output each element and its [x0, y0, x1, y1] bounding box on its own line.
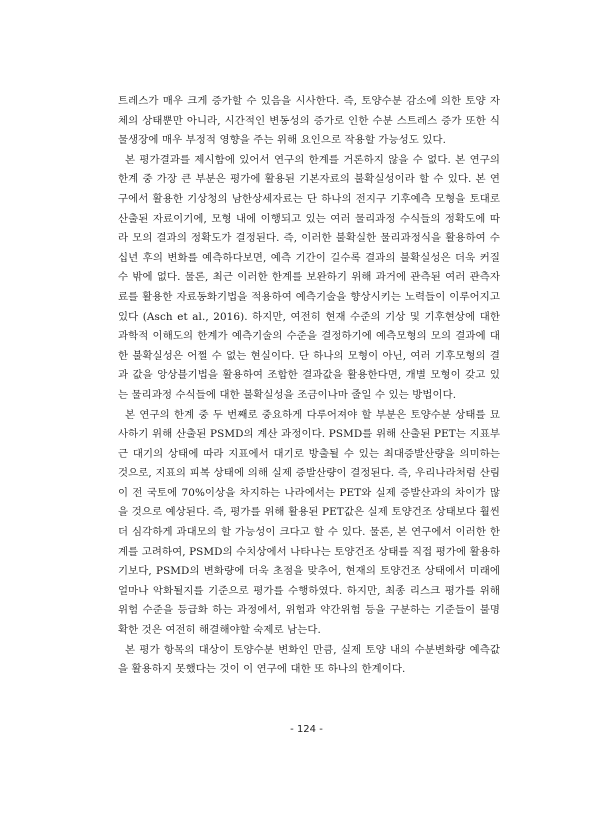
paragraph-psmd-limitation: 본 연구의 한계 중 두 번째로 중요하게 다루어져야 할 부분은 토양수분 상태를 묘사하기 위해 산출된 PSMD의 계산 과정이다. PSMD를 위해 산출된 PET는 지표부근 대기의 상태에 따라 지표에서 대기로 방출될 수 있는 최대증발산량을 의미하는 것으로, 지표의 피복 상태에 의해 실제 증발산량이 결정된다. 즉, 우리나라처럼 산림이 전 국토에 70%이상을 차지하는 나라에서는 PET와 실제 증발산과의 차이가 많을 것으로 예상된다. 즉, 평가를 위해 활용된 PET값은 실제 토양건조 상태보다 훨씬 더 심각하게 과대모의 할 가능성이 크다고 할 수 있다. 물론, 본 연구에서 이러한 한계를 고려하여, PSMD의 수치상에서 나타나는 토양건조 상태를 직접 평가에 활용하기보다, PSMD의 변화량에 더욱 초점을 맞추어, 현재의 토양건조 상태에서 미래에 얼마나 악화될지를 기준으로 평가를 수행하였다. 하지만, 최종 리스크 평가를 위해 위험 수준을 등급화 하는 과정에서, 위험과 약간위험 등을 구분하는 기준들이 불명확한 것은 여전히 해결해야할 숙제로 남는다. [118, 408, 500, 637]
page-number: - 124 - [290, 724, 323, 735]
paragraph-research-limitations: 본 평가결과를 제시함에 있어서 연구의 한계를 거론하지 않을 수 없다. 본 연구의 한계 중 가장 큰 부분은 평가에 활용된 기본자료의 불확실성이라 할 수 있다. 본 연구에서 활용한 기상청의 남한상세자료는 단 하나의 전지구 기후예측 모형을 토대로 산출된 자료이기에, 모형 내에 이행되고 있는 여러 물리과정 수식들의 정확도에 따라 모의 결과의 정확도가 결정된다. 즉, 이러한 불확실한 물리과정식을 활용하여 수십년 후의 변화를 예측하다보면, 예측 기간이 길수록 결과의 불확실성은 더욱 커질 수 밖에 없다. 물론, 최근 이러한 한계를 보완하기 위해 과거에 관측된 여러 관측자료를 활용한 자료동화기법을 적용하여 예측기술을 향상시키는 노력들이 이루어지고 있다 (Asch et al., 2016). 하지만, 여전히 현재 수준의 기상 및 기후현상에 대한 과학적 이해도의 한계가 예측기술의 수준을 결정하기에 예측모형의 모의 결과에 대한 불확실성은 어쩔 수 없는 현실이다. 단 하나의 모형이 아닌, 여러 기후모형의 결과 값을 앙상블기법을 활용하여 조합한 결과값을 활용한다면, 개별 모형이 갖고 있는 물리과정 수식들에 대한 불확실성을 조금이나마 줄일 수 있는 방법이다. [118, 153, 500, 401]
paragraph-continuation: 트레스가 매우 크게 증가할 수 있음을 시사한다. 즉, 토양수분 감소에 의한 토양 자체의 상태뿐만 아니라, 시간적인 변동성의 증가로 인한 수분 스트레스 증가 또한 식물생장에 매우 부정적 영향을 주는 위해 요인으로 작용할 가능성도 있다. [118, 95, 500, 147]
paragraph-soil-moisture-limitation: 본 평가 항목의 대상이 토양수분 변화인 만큼, 실제 토양 내의 수분변화량 예측값을 활용하지 못했다는 것이 이 연구에 대한 또 하나의 한계이다. [118, 643, 500, 676]
body-text [118, 92, 500, 680]
